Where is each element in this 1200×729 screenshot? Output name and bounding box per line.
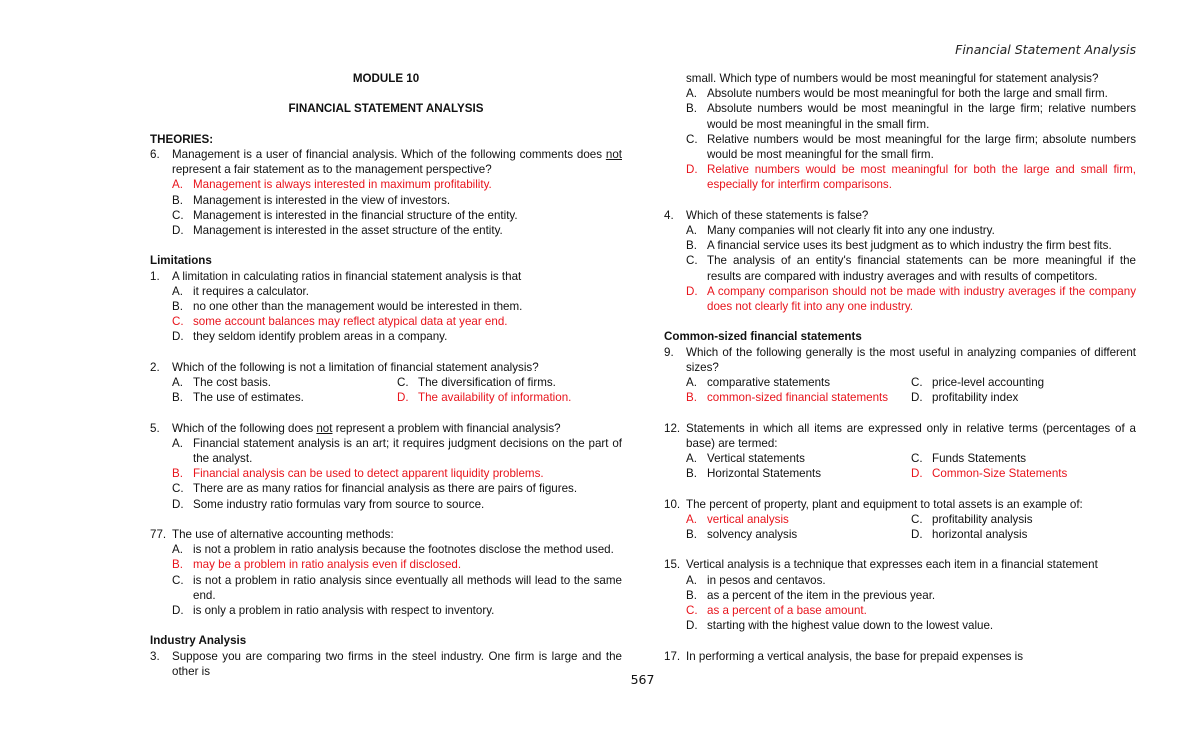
- question-number: 1.: [150, 269, 160, 283]
- answer-grid: [150, 375, 622, 405]
- answer-option: A. Financial statement analysis is an art; it requires judgment decisions on the part of the analyst.: [172, 436, 622, 465]
- question-number: 3.: [150, 649, 160, 663]
- question-number: 2.: [150, 360, 160, 374]
- answer-option-correct: C. some account balances may reflect atypical data at year end.: [172, 315, 508, 329]
- answer-option: A. is not a problem in ratio analysis because the footnotes disclose the method used.: [172, 543, 614, 557]
- question-text: Suppose you are comparing two firms in the steel industry. One firm is large and the other is: [172, 649, 622, 678]
- answer-option: B. The use of estimates.: [172, 391, 304, 405]
- question-77: [150, 527, 622, 542]
- answer-option: C. Relative numbers would be most meaningful for the large firm; absolute numbers would be most meaningful for the small firm.: [686, 132, 1136, 162]
- answer-grid: [664, 451, 1136, 481]
- question-text: Which of the following does not represent a problem with financial analysis?: [172, 421, 561, 435]
- answer-option: A. it requires a calculator.: [172, 284, 309, 298]
- question-text: The percent of property, plant and equipment to total assets is an example of:: [686, 497, 1083, 511]
- question-17: [664, 649, 1136, 664]
- answer-option: B. Absolute numbers would be most meaningful in the large firm; relative numbers would be most meaningful in the small firm.: [686, 102, 1136, 131]
- question-text: A limitation in calculating ratios in financial statement analysis is that: [172, 269, 522, 283]
- question-text: Statements in which all items are expressed only in relative terms (percentages of a base) are termed:: [686, 421, 1136, 450]
- answer-option: A. Absolute numbers would be most meaningful for both the large and small firm.: [686, 87, 1108, 101]
- right-column: [664, 71, 1136, 664]
- answer-option: B. as a percent of the item in the previous year.: [686, 588, 936, 602]
- question-text: The use of alternative accounting methods:: [172, 528, 394, 541]
- running-header: Financial Statement Analysis: [955, 42, 1136, 57]
- question-text: Management is a user of financial analysis. Which of the following comments does not represent a fair statement as to the management perspective?: [172, 147, 622, 177]
- answer-option-correct: B. may be a problem in ratio analysis even if disclosed.: [172, 558, 462, 572]
- answer-option-correct: A. vertical analysis: [686, 512, 789, 526]
- theories-heading: THEORIES:: [150, 132, 214, 146]
- answer-grid: [664, 512, 1136, 542]
- answer-option: D. they seldom identify problem areas in a company.: [172, 330, 448, 344]
- answer-option-correct: D. The availability of information.: [397, 391, 572, 405]
- question-number: 5.: [150, 421, 160, 435]
- question-text: Which of these statements is false?: [686, 208, 869, 222]
- answer-option: B. solvency analysis: [686, 528, 798, 542]
- question-number: 77.: [150, 528, 167, 541]
- industry-analysis-heading: Industry Analysis: [150, 634, 247, 648]
- question-text: Which of the following is not a limitation of financial statement analysis?: [172, 360, 539, 374]
- answer-option-correct: D. Common-Size Statements: [911, 467, 1068, 481]
- question-3-continued: [664, 71, 1136, 86]
- answer-option: A. The cost basis.: [172, 376, 271, 389]
- question-15: [664, 557, 1136, 572]
- answer-option: A. comparative statements: [686, 376, 831, 390]
- question-number: 12.: [664, 421, 681, 435]
- question-5: [150, 421, 622, 436]
- answer-option: B. Horizontal Statements: [686, 467, 822, 481]
- answer-option: D. Some industry ratio formulas vary from source to source.: [172, 497, 485, 511]
- question-text: small. Which type of numbers would be most meaningful for statement analysis?: [686, 72, 1099, 85]
- answer-option: D. starting with the highest value down to the lowest value.: [686, 619, 994, 633]
- common-sized-heading: Common-sized financial statements: [664, 330, 862, 344]
- answer-option-correct: C. as a percent of a base amount.: [686, 604, 867, 618]
- question-number: 4.: [664, 208, 674, 222]
- answer-option: B. no one other than the management would be interested in them.: [172, 300, 523, 313]
- emphasis-underline: not: [605, 147, 622, 161]
- answer-option-correct: D. A company comparison should not be made with industry averages if the company does not clearly fit into any one industry.: [686, 284, 1136, 314]
- question-9: [664, 345, 1136, 375]
- limitations-heading: Limitations: [150, 254, 212, 268]
- answer-option: A. Many companies will not clearly fit into any one industry.: [686, 224, 995, 238]
- answer-option: C. Funds Statements: [911, 452, 1027, 466]
- answer-option: C. The diversification of firms.: [397, 376, 556, 389]
- left-column: [150, 71, 622, 679]
- answer-option: D. is only a problem in ratio analysis with respect to inventory.: [172, 604, 495, 618]
- question-text: Which of the following generally is the most useful in analyzing companies of different sizes?: [686, 345, 1136, 374]
- answer-option: C. profitability analysis: [911, 512, 1033, 526]
- question-number: 9.: [664, 345, 674, 359]
- question-number: 6.: [150, 147, 160, 161]
- question-1: [150, 269, 622, 284]
- answer-option: C. price-level accounting: [911, 376, 1045, 390]
- answer-option: D. profitability index: [911, 391, 1019, 405]
- answer-option: C. The analysis of an entity's financial statements can be more meaningful if the results are compared with industry averages and with results of competitors.: [686, 254, 1136, 283]
- answer-grid: [664, 375, 1136, 405]
- answer-option: D. horizontal analysis: [911, 528, 1028, 542]
- question-10: [664, 497, 1136, 512]
- answer-option: B. A financial service uses its best judgment as to which industry the firm best fits.: [686, 239, 1112, 253]
- question-number: 17.: [664, 649, 681, 663]
- question-text: Vertical analysis is a technique that expresses each item in a financial statement: [686, 558, 1098, 572]
- page-number: 567: [630, 672, 655, 687]
- question-number: 10.: [664, 497, 681, 511]
- answer-option: C. There are as many ratios for financial analysis as there are pairs of figures.: [172, 482, 578, 496]
- emphasis-underline: not: [316, 421, 333, 435]
- question-12: [664, 421, 1136, 451]
- answer-option-correct: B. common-sized financial statements: [686, 391, 889, 405]
- answer-option: D. Management is interested in the asset structure of the entity.: [172, 224, 503, 237]
- answer-option: A. Vertical statements: [686, 452, 805, 466]
- answer-option: B. Management is interested in the view of investors.: [172, 193, 451, 207]
- document-subtitle: FINANCIAL STATEMENT ANALYSIS: [288, 102, 484, 116]
- answer-option-correct: D. Relative numbers would be most meaningful for both the large and small firm, especially for interfirm comparisons.: [686, 163, 1136, 192]
- module-title: MODULE 10: [352, 72, 420, 85]
- answer-option-correct: B. Financial analysis can be used to detect apparent liquidity problems.: [172, 467, 544, 481]
- answer-option: A. in pesos and centavos.: [686, 573, 826, 587]
- question-4: [664, 208, 1136, 223]
- answer-option-correct: A. Management is always interested in maximum profitability.: [172, 178, 492, 192]
- question-number: 15.: [664, 558, 681, 572]
- answer-option: C. is not a problem in ratio analysis since eventually all methods will lead to the same end.: [172, 573, 622, 602]
- question-2: [150, 360, 622, 375]
- question-6: [150, 147, 622, 177]
- answer-option: C. Management is interested in the financial structure of the entity.: [172, 208, 518, 222]
- question-text: In performing a vertical analysis, the base for prepaid expenses is: [686, 649, 1024, 663]
